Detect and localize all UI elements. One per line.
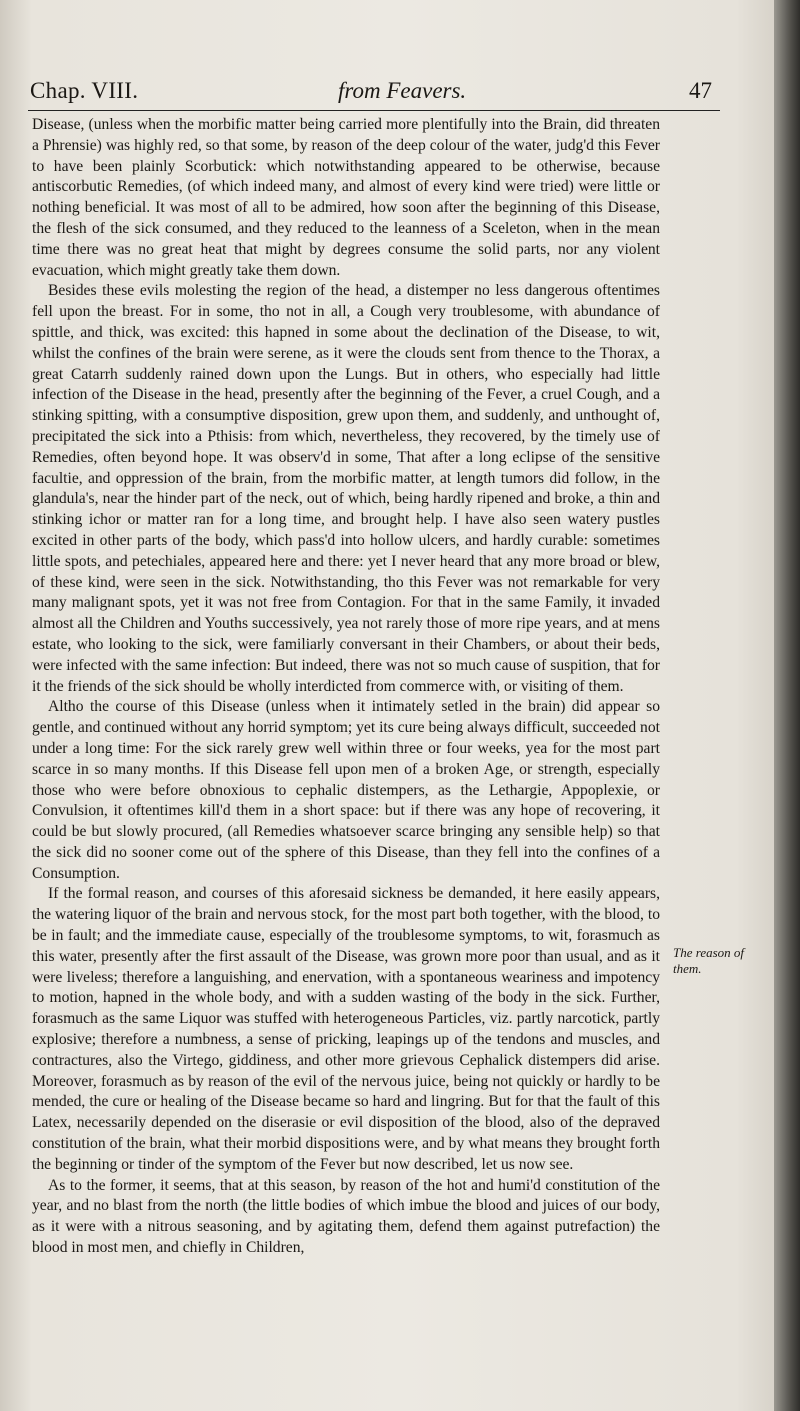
paragraph-5: As to the former, it seems, that at this season, by reason of the hot and humi'd constitution of the year, and no blast from the north (the little bodies of which imbue the blood and juices of our body, as it were with a nitrous seasoning, and by agitating them, defend them against putrefaction) the blood in most men, and chiefly in Children, [32,1176,660,1257]
margin-note: The reason of them. [673,945,745,976]
paragraph-2: Besides these evils molesting the region of the head, a distemper no less dangerous oftentimes fell upon the breast. For in some, tho not in all, a Cough very troublesome, with abundance of spittle, and thick, was excited: this hapned in some about the declination of the Disease, to wit, whilst the confines of the brain were serene, as it were the clouds sent from thence to the Thorax, a great Catarrh suddenly rained down upon the Lungs. But in others, who especially had little infection of the Disease in the head, presently after the beginning of the Fever, a cruel Cough, and a stinking spitting, with a consumptive disposition, grew upon them, and suddenly, and unthought of, precipitated the sick into a Pthisis: from which, nevertheless, they recovered, by the timely use of Remedies, often beyond hope. It was observ'd in some, That after a long eclipse of the sensitive facultie, and oppression of the brain, from the morbific matter, at length tumors did follow, in the glandula's, near the hinder part of the neck, out of which, being hardly ripened and broke, a thin and stinking ichor or matter ran for a long time, and brought help. I have also seen watery pustles excited in other parts of the body, which pass'd into hollow ulcers, and hardly curable: sometimes little spots, and petechiales, appeared here and there: yet I never heard that any more broad or blew, of these kind, were seen in the sick. Notwithstanding, tho this Fever was not remarkable for very many malignant spots, yet it was not free from Contagion. For that in the same Family, it invaded almost all the Children and Youths successively, yea not rarely those of more ripe years, and at mens estate, who looking to the sick, were familiarly conversant in their Chambers, or about their beds, were infected with the same infection: But indeed, there was not so much cause of suspition, that for it the friends of the sick should be wholly interdicted from commerce with, or visiting of them. [32,282,660,695]
paragraph-3: Altho the course of this Disease (unless when it intimately setled in the brain) did appear so gentle, and continued without any horrid symptom; yet its cure being always difficult, succeeded not under a long time: For the sick rarely grew well within three or four weeks, yea for the most part scarce in so many months. If this Disease fell upon men of a broken Age, or strength, especially those who were before obnoxious to cephalic distempers, as the Lethargie, Appoplexie, or Convulsion, it oftentimes kill'd them in a short space: but if there was any hope of recovering, it could be but slowly procured, (all Remedies whatsoever scarce bringing any sensible help) so that the sick did no sooner come out of the sphere of this Disease, than they fell into the confines of a Consumption. [32,698,660,882]
chapter-heading: Chap. VIII. [30,78,139,103]
paragraph-1: Disease, (unless when the morbific matter being carried more plentifully into the Brain, did threaten a Phrensie) was highly red, so that some, by reason of the deep colour of the water, judg'd this Fever to have been plainly Scorbutick: which notwithstanding appeared to be otherwise, because antiscorbutic Remedies, (of which indeed many, and almost of every kind were tried) were little or nothing beneficial. It was most of all to be admired, how soon after the beginning of this Disease, the flesh of the sick consumed, and they reduced to the leanness of a Sceleton, when in the mean time there was no great heat that might by degrees consume the solid parts, nor any violent evacuation, which might greatly take them down. [32,116,660,279]
running-title: from Feavers. [338,78,467,103]
running-header [28,74,720,111]
body-text [32,115,660,1375]
paragraph-4: If the formal reason, and courses of this aforesaid sickness be demanded, it here easily appears, the watering liquor of the brain and nervous stock, for the most part both together, with the blood, to be in fault; and the immediate cause, especially of the troublesome symptoms, to wit, forasmuch as this water, presently after the first assault of the Disease, was grown more poor than usual, and as it were liveless; therefore a languishing, and enervation, with a spontaneous weariness and impotency to motion, hapned in the whole body, and with a sudden wasting of the body in the sick. Further, forasmuch as the same Liquor was stuffed with heterogeneous Particles, viz. partly narcotick, partly explosive; therefore a numbness, a sense of pricking, leapings up of the tendons and muscles, and contractures, also the Virtego, giddiness, and other more grievous Cephalick distempers did arise. Moreover, forasmuch as by reason of the evil of the nervous juice, being not quickly or hardly to be mended, the cure or healing of the Disease became so hard and lingring. But for that the fault of this Latex, necessarily depended on the diserasie or evil disposition of the blood, also of the depraved constitution of the brain, what their morbid dispositions were, and by what means they brought forth the beginning or tinder of the symptom of the Fever but now described, let us now see. [32,885,660,1173]
page-edge-shadow [774,0,800,1411]
page-number: 47 [689,78,712,103]
